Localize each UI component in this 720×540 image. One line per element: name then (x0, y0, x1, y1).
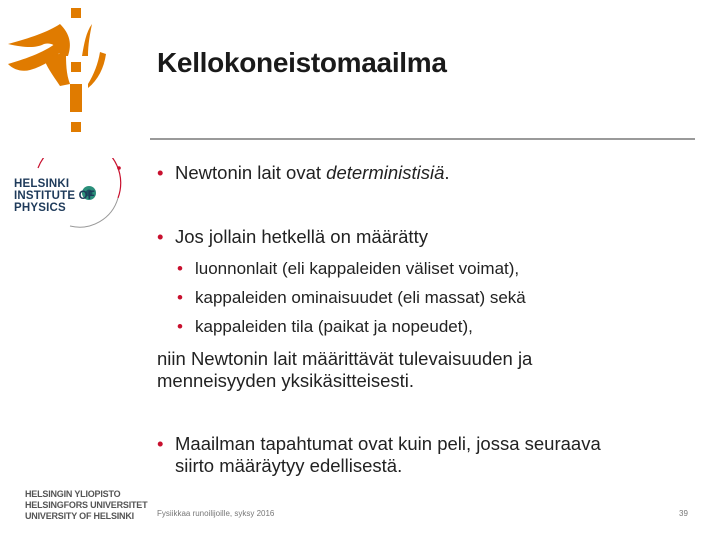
university-name-line: UNIVERSITY OF HELSINKI (25, 511, 134, 521)
hip-line: INSTITUTE OF (14, 190, 95, 202)
hip-logo-text (14, 178, 95, 214)
hip-line: HELSINKI (14, 178, 70, 190)
footer-page-number: 39 (679, 509, 688, 518)
bullet-text: Maailman tapahtumat ovat kuin peli, jossa seuraava (175, 433, 601, 454)
bullet-text: Jos jollain hetkellä on määrätty (175, 226, 428, 247)
sub-bullet-2 (177, 288, 526, 308)
title-divider (150, 138, 695, 140)
bullet-emphasis: deterministisiä (326, 162, 445, 183)
bullet-1 (157, 162, 450, 184)
university-name-line: HELSINGIN YLIOPISTO (25, 489, 121, 499)
bullet-text: Newtonin lait ovat (175, 162, 327, 183)
bullet-dot: • (177, 288, 183, 307)
continuation-line: niin Newtonin lait määrittävät tulevaisuuden ja (157, 348, 533, 369)
sub-bullet-text: kappaleiden tila (paikat ja nopeudet), (195, 317, 473, 336)
bullet-dot: • (177, 259, 183, 278)
university-name-line: HELSINGFORS UNIVERSITET (25, 500, 148, 510)
sub-bullet-text: luonnonlait (eli kappaleiden väliset voimat), (195, 259, 520, 278)
sub-bullet-text: kappaleiden ominaisuudet (eli massat) sekä (195, 288, 526, 307)
bullet-2 (157, 226, 428, 248)
bullet-text: . (444, 162, 450, 183)
slide-title: Kellokoneistomaailma (157, 47, 447, 78)
bullet-3 (157, 433, 601, 477)
university-name-logo (25, 489, 147, 522)
bullet-text-continued: siirto määräytyy edellisestä. (175, 455, 403, 476)
continuation-paragraph (157, 348, 532, 392)
bullet-dot: • (157, 162, 164, 183)
bullet-dot: • (177, 317, 183, 336)
bullet-dot: • (157, 226, 164, 247)
continuation-line: menneisyyden yksikäsitteisesti. (157, 370, 415, 391)
footer-course-name: Fysiikkaa runoilijoille, syksy 2016 (157, 509, 275, 518)
hip-line: PHYSICS (14, 202, 66, 214)
sub-bullet-3 (177, 317, 473, 337)
bullet-dot: • (157, 433, 164, 454)
university-flame-logo (0, 0, 110, 150)
sub-bullet-1 (177, 259, 519, 279)
